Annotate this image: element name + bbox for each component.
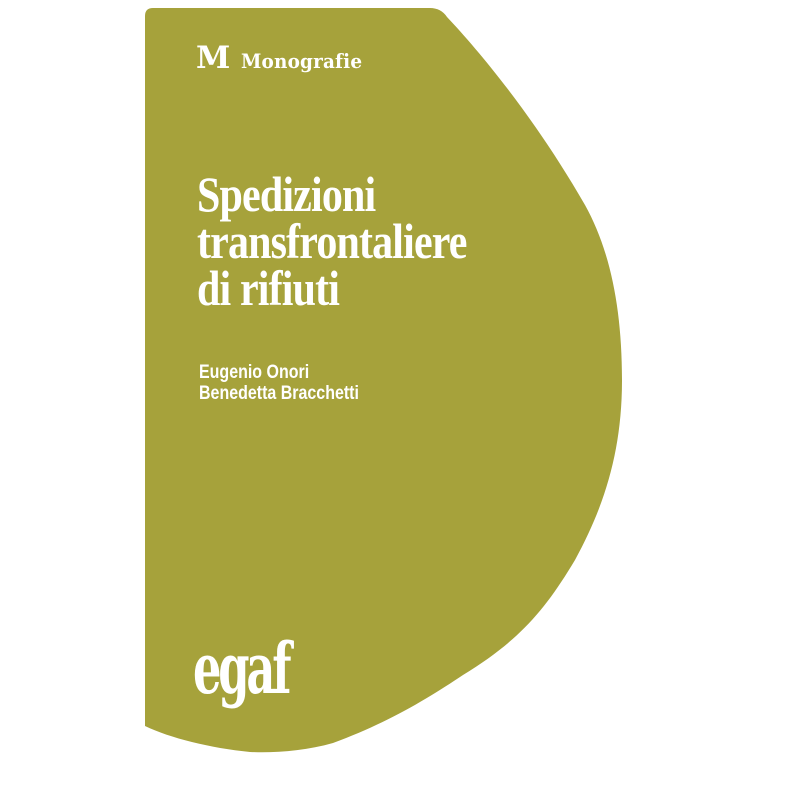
book-title bbox=[197, 166, 467, 316]
title-line-1: Spedizioni bbox=[197, 166, 376, 222]
title-line-2: transfrontaliere bbox=[197, 213, 467, 269]
publisher-logo-egaf: egaf bbox=[193, 627, 289, 710]
title-line-3: di rifiuti bbox=[197, 260, 340, 316]
series-logo bbox=[196, 40, 373, 76]
monografie-m-icon: M bbox=[196, 40, 231, 76]
author-name: Eugenio Onori bbox=[199, 361, 310, 383]
author-list bbox=[199, 362, 359, 403]
series-name-label: Monografie bbox=[241, 49, 363, 73]
author-name: Benedetta Bracchetti bbox=[199, 381, 359, 404]
